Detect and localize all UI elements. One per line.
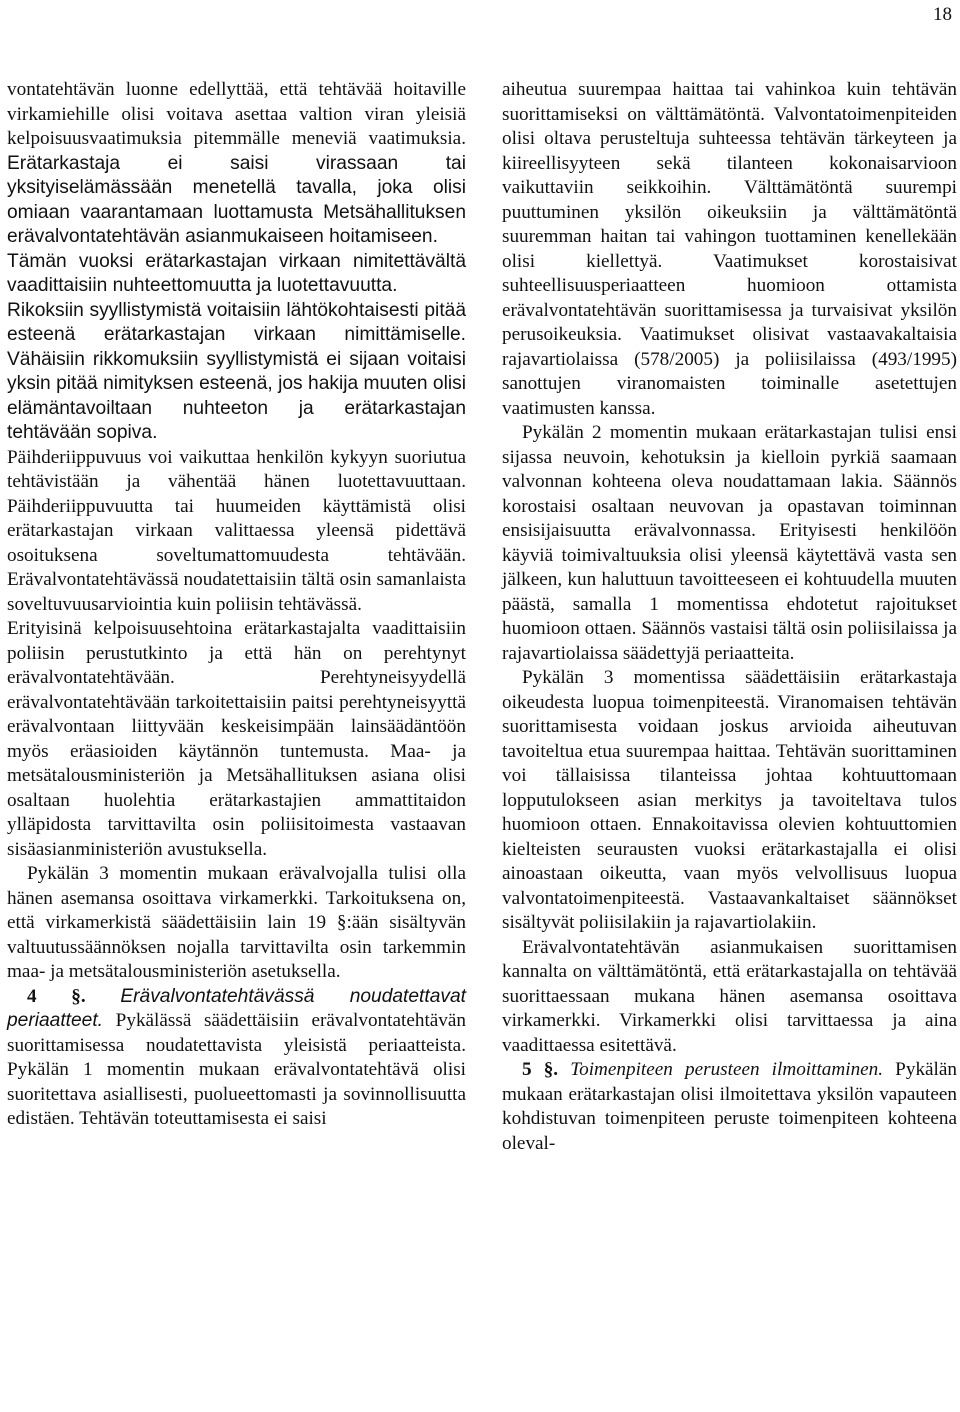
text-run: Vähäisiin rikkomuksiin syyllistymistä ei sijaan voitaisi yksin pitää nimityksen esteenä, jos hakija muuten olisi elämäntavoiltaan nuhteeton ja erätarkastajan tehtävään sopiva.: [7, 348, 466, 443]
text-run: vontatehtävän luonne edellyttää, että tehtävää hoitaville virkamiehille olisi voitava asettaa valtion viran yleisiä kelpoisuusvaatimuksia pitemmälle meneviä vaatimuksia.: [7, 79, 466, 149]
paragraph: Tämän vuoksi erätarkastajan virkaan nimitettävältä vaadittaisiin nuhteettomuutta ja luotettavuutta.: [7, 250, 466, 296]
paragraph: Päihderiippuvuus voi vaikuttaa henkilön kykyyn suoriutua tehtävistään ja vähentää hänen luotettavuuttaan. Päihderiippuvuutta tai huumeiden käyttämistä olisi erätarkastajan virkaan valittaessa yleensä pidettävä osoituksena soveltumattomuudesta tehtävään. Erävalvontatehtävässä noudatettaisiin tältä osin samanlaista soveltuvuusarviointia kuin poliisin tehtävässä.: [7, 446, 466, 615]
paragraph: [7, 299, 466, 446]
paragraph: [7, 78, 466, 250]
text-run: Rikoksiin syyllistymistä voitaisiin lähtökohtaisesti pitää esteenä erätarkastajan virkaan nimittämiselle.: [7, 299, 466, 345]
left-column: [7, 78, 466, 1132]
section-4-paragraph: [7, 985, 466, 1132]
section-number: 4 §.: [27, 985, 86, 1007]
section-title: Toimenpiteen perusteen ilmoittaminen.: [570, 1059, 884, 1080]
paragraph: Pykälän 2 momentin mukaan erätarkastajan tulisi ensi sijassa neuvoin, kehotuksin ja kielloin pyrkiä saamaan valvonnan kohteena oleva noudattamaan lakia. Säännös korostaisi osaltaan neuvovan ja opastavan toiminnan ensisijaisuutta erävalvonnassa. Erityisesti henkilöön käyviä toimivaltuuksia olisi yleensä käytettävä vasta sen jälkeen, kun haluttuun tavoitteeseen ei kohtuudella muuten päästä, samalla 1 momentissa ehdotetut rajoitukset huomioon ottaen. Säännös vastaisi tältä osin poliisilaissa ja rajavartiolaissa säädettyjä periaatteita.: [502, 422, 957, 664]
section-text: Pykälän mukaan erätarkastajan olisi ilmoitettava yksilön vapauteen kohdistuvan toimenpiteen peruste toimenpiteen kohteena oleval-: [502, 1059, 957, 1154]
paragraph: Erityisinä kelpoisuusehtoina erätarkastajalta vaadittaisiin poliisin perustutkinto ja että hän on perehtynyt erävalvontatehtävään. Perehtyneisyydellä erävalvontatehtävään tarkoitettaisiin paitsi perehtyneisyyttä erävalvontaan liittyvään keskeisimpään lainsäädäntöön myös eräasioiden käytännön tuntemusta. Maa- ja metsätalousministeriön ja Metsähallituksen asiana olisi osaltaan huolehtia erätarkastajien ammattitaidon ylläpidosta tarvittavilta osin poliisitoimesta vastaavan sisäasianministeriön avustuksella.: [7, 618, 466, 860]
section-5-paragraph: [502, 1058, 957, 1156]
text-run: Erätarkastaja ei saisi virassaan tai yksityiselämässään menetellä tavalla, joka olisi omiaan vaarantamaan luottamusta Metsähallituksen erävalvontatehtävän asianmukaiseen hoitamiseen.: [7, 152, 466, 247]
right-column: [502, 78, 957, 1156]
section-text: Pykälässä säädettäisiin erävalvontatehtävän suorittamisessa noudatettavista yleisistä periaatteista. Pykälän 1 momentin mukaan erävalvontatehtävä olisi suoritettava asiallisesti, puolueettomasti ja sovinnollisuutta edistäen. Tehtävän toteuttamisesta ei saisi: [7, 1010, 466, 1129]
section-number: 5 §.: [522, 1059, 559, 1080]
paragraph: aiheutua suurempaa haittaa tai vahinkoa kuin tehtävän suorittamiseksi on välttämätöntä. Valvontatoimenpiteiden olisi oltava perusteltuja suhteessa tehtävän tärkeyteen ja kiireellisyyteen sekä tilanteen kokonaisarvioon vaikuttaviin seikkoihin. Välttämätöntä suurempi puuttuminen yksilön oikeuksiin ja välttämätöntä suuremman haitan tai vahingon tuottaminen kenellekään olisi kiellettyä. Vaatimukset korostaisivat suhteellisuusperiaatteen huomioon ottamista erävalvontatehtävän suorittamisessa ja turvaisivat yksilön perusoikeuksia. Vaatimukset olisivat vastaavakaltaisia rajavartiolaissa (578/2005) ja poliisilaissa (493/1995) sanottujen viranomaisten toiminalle asetettujen vaatimusten kanssa.: [502, 79, 957, 419]
page-number: 18: [933, 4, 952, 25]
paragraph: Pykälän 3 momentin mukaan erävalvojalla tulisi olla hänen asemansa osoittava virkamerkki. Tarkoituksena on, että virkamerkistä säädettäisiin lain 19 §:ään sisältyvän valtuutussäännöksen nojalla tarvittavilta osin tarkemmin maa- ja metsätalousministeriön asetuksella.: [7, 863, 466, 982]
paragraph: Pykälän 3 momentissa säädettäisiin erätarkastaja oikeudesta luopua toimenpiteestä. Viranomaisen tehtävän suorittamisesta voidaan joskus arvioida aiheutuvan tavoiteltua etua suurempaa haittaa. Tehtävän suorittaminen voi tällaisissa tilanteissa johtaa kohtuuttomaan lopputulokseen asian merkitys ja tavoiteltava tulos huomioon ottaen. Ennakoitavissa olevien kohtuuttomien kielteisten seurausten vuoksi erätarkastajalla ei olisi ainoastaan oikeutta, vaan myös velvollisuus luopua valvontatoimenpiteestä. Vastaavankaltaiset säännökset sisältyvät poliisilakiin ja rajavartiolakiin.: [502, 667, 957, 933]
paragraph: Erävalvontatehtävän asianmukaisen suorittamisen kannalta on välttämätöntä, että erätarkastajalla on tehtävää suorittaessaan mukana hänen asemansa osoittava virkamerkki. Virkamerkki olisi tarvittaessa ja aina vaadittaessa esitettävä.: [502, 936, 957, 1056]
section-title: Erävalvontatehtävässä noudatettavat periaatteet.: [7, 985, 466, 1031]
